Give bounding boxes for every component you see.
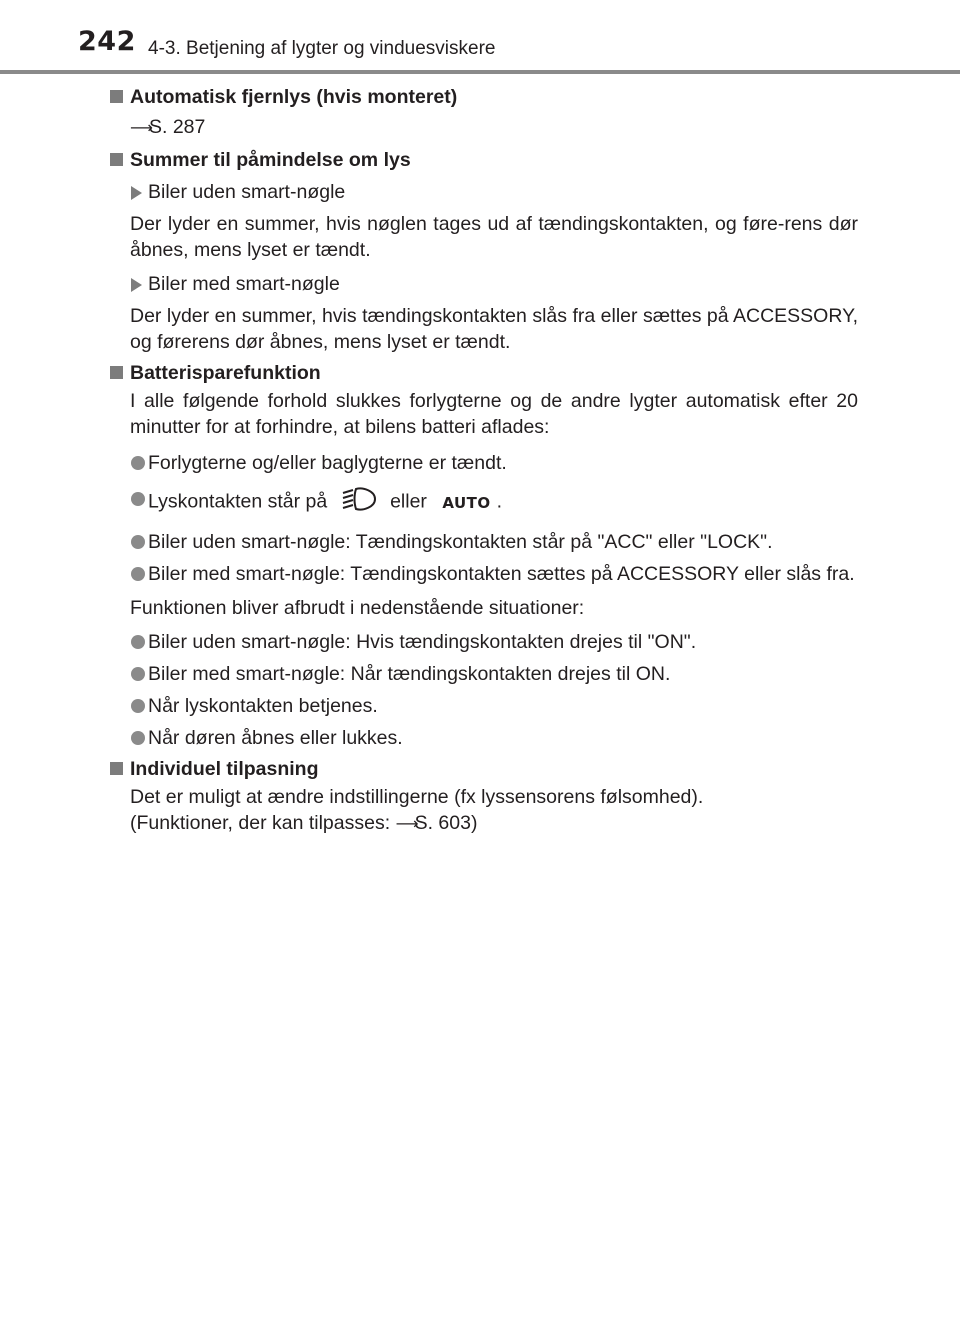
square-bullet-icon xyxy=(110,90,123,103)
paragraph-customization: Det er muligt at ændre indstillingerne (fx lyssensorens følsomhed). (Funktioner, der kan tilpasses: ⟶S. 603) xyxy=(110,784,858,838)
list-item: Biler med smart-nøgle: Når tændingskontakten drejes til ON. xyxy=(110,661,858,687)
round-bullet-icon xyxy=(131,731,145,745)
section-heading-reminder-buzzer: Summer til påmindelse om lys xyxy=(110,147,858,173)
page-number: 242 xyxy=(78,26,136,57)
subheading-no-smart-key: Biler uden smart-nøgle xyxy=(110,179,858,205)
list-item: Biler uden smart-nøgle: Tændingskontakten står på "ACC" eller "LOCK". xyxy=(110,529,858,555)
list-item: Når døren åbnes eller lukkes. xyxy=(110,725,858,751)
headlight-icon xyxy=(339,486,379,519)
paragraph-battery-saver-intro: I alle følgende forhold slukkes forlygterne og de andre lygter automatisk efter 20 minutter for at forhindre, at bilens batteri aflades: xyxy=(130,390,858,438)
subheading-smart-key: Biler med smart-nøgle xyxy=(110,271,858,297)
triangle-bullet-icon xyxy=(131,186,142,200)
list-item: Lyskontakten står på eller AUTO . xyxy=(110,486,858,519)
right-arrow-icon: ⟶ xyxy=(395,816,419,833)
right-arrow-icon: ⟶ xyxy=(130,120,153,137)
page-reference[interactable]: ⟶S. 287 xyxy=(110,114,858,142)
triangle-bullet-icon xyxy=(131,278,142,292)
round-bullet-icon xyxy=(131,567,145,581)
list-item: Biler med smart-nøgle: Tændingskontakten sættes på ACCESSORY eller slås fra. xyxy=(110,561,858,587)
round-bullet-icon xyxy=(131,535,145,549)
paragraph-smart-key: Der lyder en summer, hvis tændingskontakten slås fra eller sættes på ACCESSORY, og førerens dør åbnes, mens lyset er tændt. xyxy=(130,305,858,353)
page-content xyxy=(110,84,858,838)
chapter-title: 4-3. Betjening af lygter og vinduesviskere xyxy=(148,38,496,59)
page-reference[interactable]: ⟶S. 603) xyxy=(396,812,478,834)
round-bullet-icon xyxy=(131,667,145,681)
round-bullet-icon xyxy=(131,456,145,470)
round-bullet-icon xyxy=(131,492,145,506)
square-bullet-icon xyxy=(110,366,123,379)
round-bullet-icon xyxy=(131,635,145,649)
auto-icon: AUTO xyxy=(442,493,491,512)
list-item: Forlygterne og/eller baglygterne er tændt. xyxy=(110,450,858,476)
square-bullet-icon xyxy=(110,153,123,166)
paragraph-cancel-intro: Funktionen bliver afbrudt i nedenstående situationer: xyxy=(130,597,585,619)
paragraph-no-smart-key: Der lyder en summer, hvis nøglen tages ud af tændingskontakten, og føre-rens dør åbnes, mens lyset er tændt. xyxy=(130,213,858,261)
section-heading-auto-high-beam: Automatisk fjernlys (hvis monteret) xyxy=(110,84,858,110)
section-heading-customization: Individuel tilpasning xyxy=(110,756,858,782)
list-item: Biler uden smart-nøgle: Hvis tændingskontakten drejes til "ON". xyxy=(110,629,858,655)
round-bullet-icon xyxy=(131,699,145,713)
header-rule xyxy=(0,70,960,74)
section-heading-battery-saver: Batterisparefunktion xyxy=(110,360,858,386)
list-item: Når lyskontakten betjenes. xyxy=(110,693,858,719)
square-bullet-icon xyxy=(110,762,123,775)
